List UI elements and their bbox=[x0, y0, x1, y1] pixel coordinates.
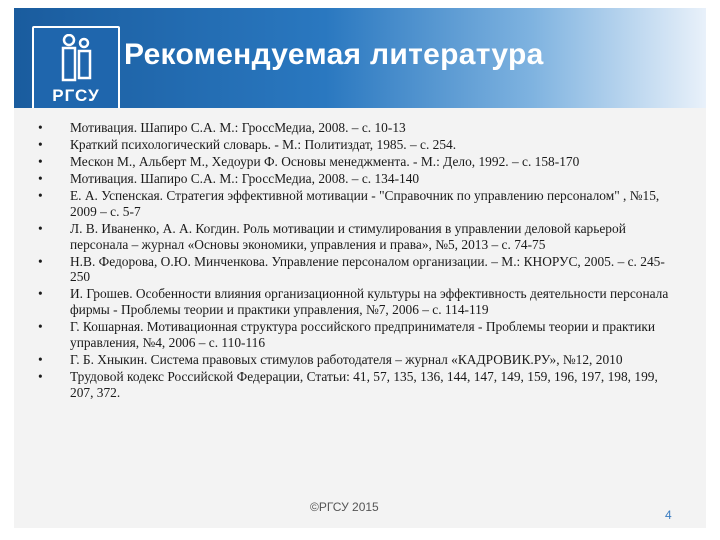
reference-text: Трудовой кодекс Российской Федерации, Статьи: 41, 57, 135, 136, 144, 147, 149, 159, 196, 197, 198, 199, 207, 372. bbox=[70, 368, 658, 400]
bullet-icon: • bbox=[38, 286, 43, 302]
bullet-icon: • bbox=[38, 368, 43, 384]
page-number: 4 bbox=[665, 508, 672, 522]
bullet-icon: • bbox=[38, 351, 43, 367]
reference-text: Г. Б. Хныкин. Система правовых стимулов работодателя – журнал «КАДРОВИК.РУ», №12, 2010 bbox=[70, 351, 623, 367]
reference-text: Л. В. Иваненко, А. А. Когдин. Роль мотивации и стимулирования в управлении деловой карьерой персонала – журнал «Основы экономики, управления и права», №5, 2013 – с. 74-75 bbox=[70, 221, 626, 252]
reference-text: Мотивация. Шапиро С.А. М.: ГроссМедиа, 2008. – с. 10-13 bbox=[70, 120, 406, 135]
bullet-icon: • bbox=[38, 137, 43, 153]
reference-text: Е. А. Успенская. Стратегия эффективной мотивации - "Справочник по управлению персоналом" , №15, 2009 – с. 5-7 bbox=[70, 188, 660, 219]
list-item bbox=[38, 120, 678, 136]
list-item bbox=[38, 171, 678, 187]
reference-text: Краткий психологический словарь. - М.: Политиздат, 1985. – с. 254. bbox=[70, 137, 457, 153]
list-item bbox=[38, 137, 678, 153]
bullet-icon: • bbox=[38, 154, 43, 170]
slide-title: Рекомендуемая литература bbox=[124, 38, 544, 71]
list-item bbox=[38, 254, 678, 285]
reference-text: Мескон М., Альберт М., Хедоури Ф. Основы менеджмента. - М.: Дело, 1992. – с. 158-170 bbox=[70, 154, 580, 170]
bullet-icon: • bbox=[38, 319, 43, 335]
list-item bbox=[38, 221, 678, 252]
list-item bbox=[38, 352, 678, 368]
reference-text: И. Грошев. Особенности влияния организационной культуры на эффективность деятельности персонала фирмы - Проблемы теории и практики управления, №7, 2006 – с. 114-119 bbox=[70, 286, 669, 318]
content-area bbox=[14, 108, 706, 528]
university-logo bbox=[32, 26, 120, 114]
reference-text: Г. Кошарная. Мотивационная структура российского предпринимателя - Проблемы теории и практики управления, №4, 2006 – с. 110-116 bbox=[70, 319, 656, 350]
copyright-text: ©РГСУ 2015 bbox=[310, 500, 379, 514]
list-item bbox=[38, 319, 678, 350]
bullet-icon: • bbox=[38, 221, 43, 237]
people-emblem-icon bbox=[60, 34, 94, 84]
list-item bbox=[38, 188, 678, 219]
list-item bbox=[38, 286, 678, 317]
header-bar bbox=[14, 8, 706, 108]
bullet-icon: • bbox=[38, 171, 43, 187]
bullet-icon: • bbox=[38, 253, 43, 269]
reference-text: Мотивация. Шапиро С.А. М.: ГроссМедиа, 2008. – с. 134-140 bbox=[70, 171, 420, 187]
bullet-icon: • bbox=[38, 120, 43, 135]
logo-text: РГСУ bbox=[52, 86, 100, 105]
reference-text: Н.В. Федорова, О.Ю. Минченкова. Управление персоналом организации. – М.: КНОРУС, 2005. – с. 245-250 bbox=[70, 253, 665, 285]
list-item bbox=[38, 369, 678, 400]
reference-list bbox=[38, 120, 678, 402]
bullet-icon: • bbox=[38, 188, 43, 204]
list-item bbox=[38, 154, 678, 170]
